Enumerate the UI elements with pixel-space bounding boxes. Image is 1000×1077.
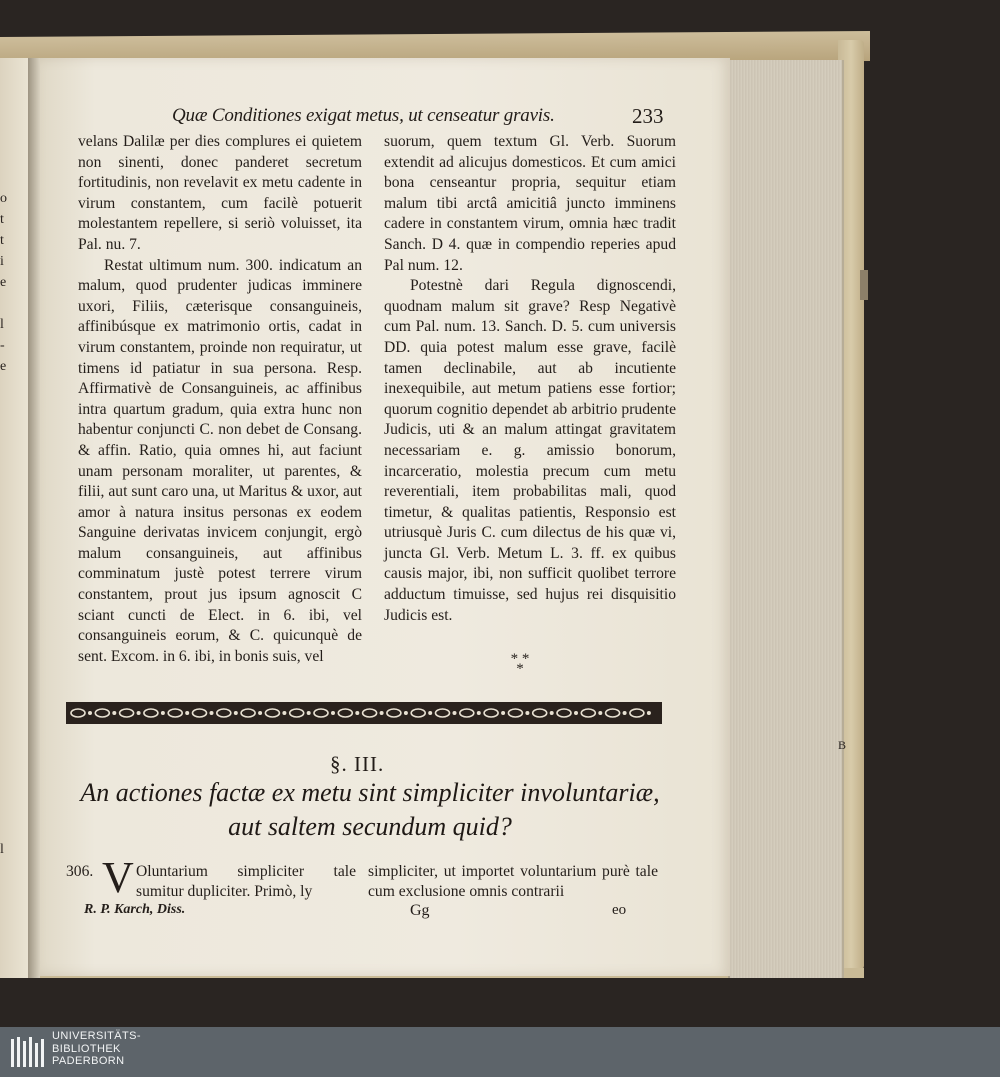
ornament-dot [282,711,286,715]
left-paragraph-2: Restat ultimum num. 300. indicatum an malum, quod prudenter judicas imminere uxori, Filiis, cæterisque consanguineis, affinibúsque ex matrimonio ortis, cadat in virum constantem, proinde non requiratur, ut timens id patiatur in sua persona. Resp. Affirmativè de Consanguineis, ac affinibus intra quartum gradum, quia extra hunc non habentur conjuncti C. non debet de Consang. & affin. Ratio, quia omnes hi, aut faciunt unam personam moraliter, ut parentes, & filii, aut sunt caro una, ut Maritus & uxor, aut amor à natura insitus personas ex eodem Sanguine derivatas invicem conjungit, ergò malum consanguineis, aut affinibus comminatum justè potest terrere virum constantem, prout jus ipsum agnoscit C sciant cuncti de Elect. in 6. ibi, vel consanguineis eorum, & C. quicunquè de sent. Excom. in 6. ibi, in bonis suis, vel [78,256,362,665]
ornament-dot [355,711,359,715]
left-page-char [0,377,12,398]
left-page-char [0,566,12,587]
page-block-edge [728,60,847,978]
asterism: * * * [510,651,530,677]
left-page-char: l [0,317,4,332]
ornament-dot [185,711,189,715]
ornament-dot [234,711,238,715]
left-page-char [0,524,12,545]
ornament-dot [598,711,602,715]
footnote-reference: R. P. Karch, Diss. [84,902,186,917]
left-page-char [0,671,12,692]
left-page-char [0,419,12,440]
left-page-char [0,818,12,839]
left-page-char: e [0,275,7,290]
section-heading-line-1: An actiones factæ ex metu sint simpliciter involuntariæ, [80,778,660,807]
left-page-char [0,650,12,671]
section-heading-line-2: aut saltem secundum quid? [228,812,512,841]
left-page-char: i [0,254,4,269]
left-page-char [0,482,12,503]
section-heading [60,776,680,844]
ornament-dot [307,711,311,715]
ornament-dot [574,711,578,715]
column-right [384,132,676,626]
ornament-dot [477,711,481,715]
left-page-char: t [0,233,4,248]
ornament-dot [453,711,457,715]
left-page-char [0,440,12,461]
ornament-dot [404,711,408,715]
library-name [52,1030,141,1068]
left-page-char: t [0,212,4,227]
ornament-dot [210,711,214,715]
left-page-char: o [0,191,7,206]
left-page-char: l [0,842,4,857]
right-paragraph-1: suorum, quem textum Gl. Verb. Suorum extendit ad alicujus domesticos. Et cum amici bona censeantur propria, sequitur etiam malum tibi arctâ amicitiâ juncto imminens cadere in constantem virum, omnia hæc tradit Sanch. D 4. quæ in compendio reperies apud Pal num. 12. [384,133,676,274]
bottom-left-text: Oluntarium simpliciter tale sumitur dupliciter. Primò, ly [136,863,356,900]
catchword: eo [612,902,627,918]
ornament-band [66,700,662,726]
left-page-char [0,692,12,713]
library-name-line-1: UNIVERSITÄTS- [52,1030,141,1042]
ornament-dot [428,711,432,715]
ornament-dot [647,711,651,715]
signature-mark: Gg [410,902,430,919]
left-page-char [0,461,12,482]
left-page-char: e [0,359,7,374]
section-number: §. III. [330,752,385,776]
ornament-dot [501,711,505,715]
side-mark: B [838,738,847,752]
left-page-char [0,776,12,797]
left-page-char [0,755,12,776]
ornament-dot [623,711,627,715]
left-page-char [0,629,12,650]
ornament-dot [380,711,384,715]
library-footer [0,1027,1000,1077]
ornament-dot [331,711,335,715]
left-page-fragments [0,188,12,860]
left-page-char [0,503,12,524]
left-page-char [0,608,12,629]
university-library-logo-icon [10,1035,46,1071]
ornament-dot [525,711,529,715]
paragraph-number: 306. [66,863,94,880]
left-page-char [0,293,12,314]
column-left [78,132,362,667]
left-page-char [0,398,12,419]
ornament-dot [112,711,116,715]
bookmark-tab [860,270,868,300]
right-paragraph-2: Potestnè dari Regula dignoscendi, quodnam malum sit grave? Resp Negativè cum Pal. num. 13. Sanch. D. 5. cum universis DD. quia potest malum esse grave, facilè tamen declinabile, aut ab incutiente inexequibile, aut metum patiens esse fortior; quorum cognitio dependet ab arbitrio prudente Judicis, uti & an malum attingat gravitatem necessariam e. g. amissio bonorum, incarceratio, molestia precum cum metu reverentiali, item probabilitas mali, quod timetur, & qualitas patientis, Responsio est utriusquè Juris C. cum dilectus de his quæ vi, juncta Gl. Verb. Metum L. 3. ff. ex quibus causis major, ibi, non sufficit quolibet terrore adductum timuisse, sed hujus rei disquisitio Judicis est. [384,277,676,624]
ornament-dot [88,711,92,715]
ornament-dot [137,711,141,715]
left-page-char [0,734,12,755]
library-name-line-2: BIBLIOTHEK [52,1042,121,1055]
left-page-char: - [0,338,5,353]
left-page-char [0,713,12,734]
ornament-dot [550,711,554,715]
ornament-dot [258,711,262,715]
ornament-dot [161,711,165,715]
left-page-char [0,797,12,818]
library-name-line-3: PADERBORN [52,1055,125,1067]
page-number: 233 [632,104,664,128]
bottom-right-text: simpliciter, ut importet voluntarium purè tale cum exclusione omnis contrarii [368,863,658,900]
running-head: Quæ Conditiones exigat metus, ut censeatur gravis. [172,105,555,126]
left-page-char [0,587,12,608]
left-paragraph-1: velans Dalilæ per dies complures ei quietem non sinenti, donec panderet secretum fortitudinis, non revelavit ex metu cadente in virum constantem, cum facilè potuerit molestantem repellere, si seriò voluisset, ita Pal. nu. 7. [78,133,362,253]
drop-capital: V [102,853,134,902]
left-page-char [0,545,12,566]
